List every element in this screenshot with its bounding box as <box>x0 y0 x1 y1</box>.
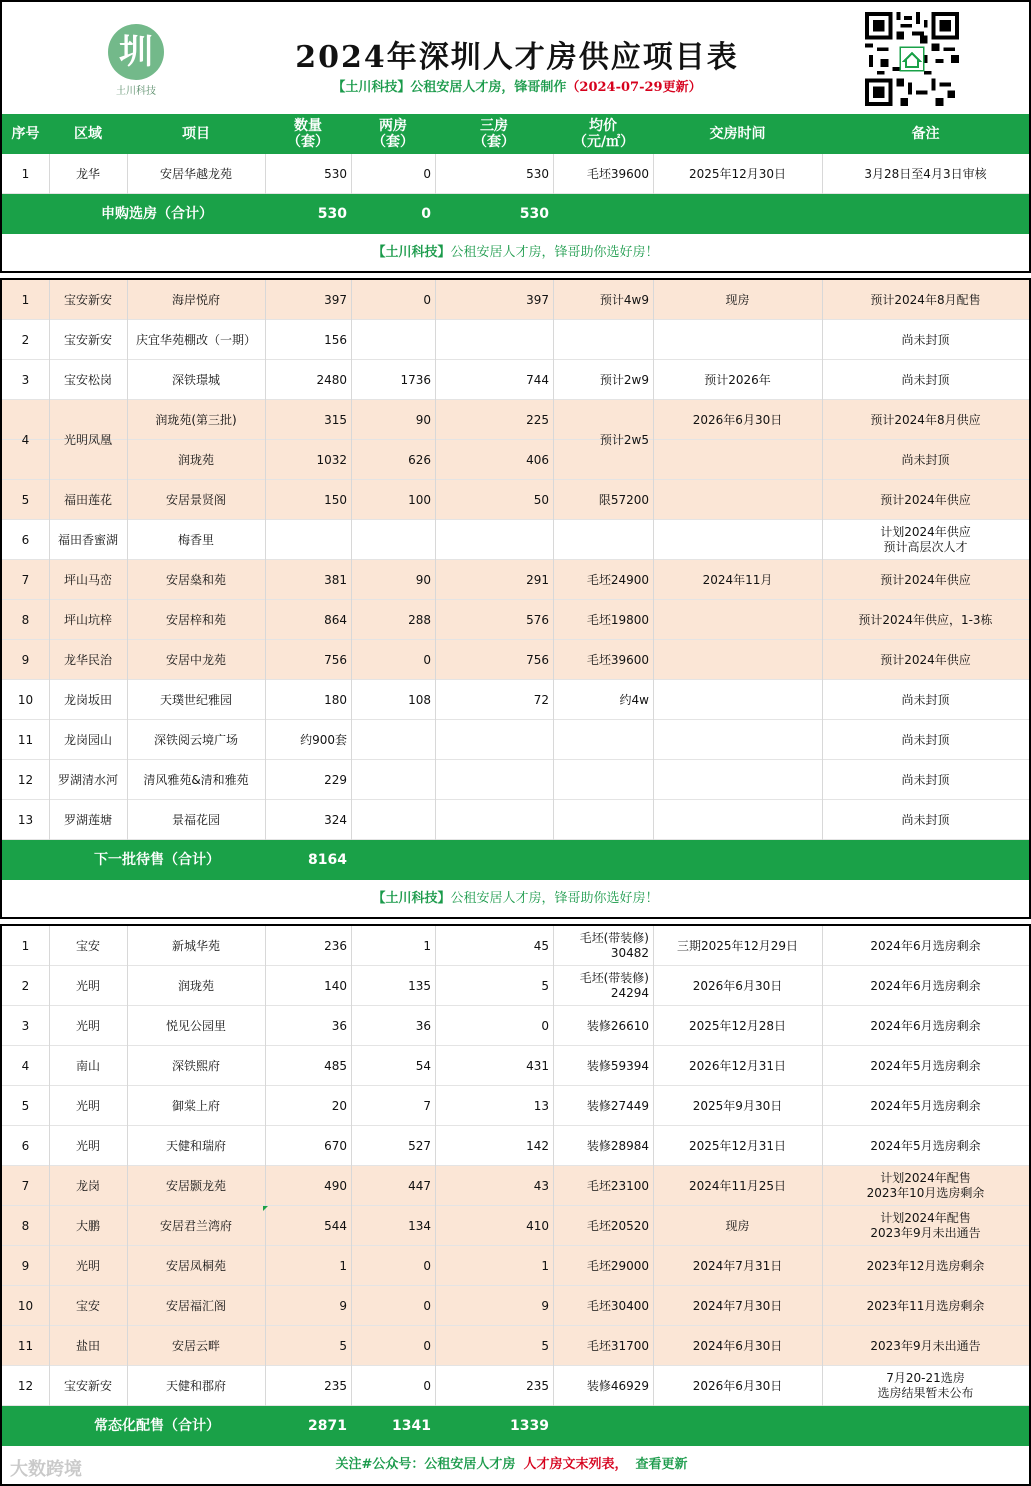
cell-qty: 324 <box>324 812 347 827</box>
column-header-row <box>0 114 1031 154</box>
cell-price: 装修46929 <box>586 1378 649 1393</box>
cell-three: 13 <box>533 1098 549 1113</box>
cell-three: 5 <box>541 978 549 993</box>
total-two: 0 <box>421 205 431 222</box>
cell-three: 530 <box>526 166 549 181</box>
cell-seq: 13 <box>17 812 34 827</box>
cell-two: 90 <box>415 572 431 587</box>
cell-seq: 10 <box>17 692 34 707</box>
cell-project: 安居君兰湾府 <box>159 1218 232 1233</box>
cell-three: 45 <box>533 938 549 953</box>
cell-price: 毛坯39600 <box>586 652 649 667</box>
sheet-header <box>0 0 1031 114</box>
cell-note <box>822 520 1029 560</box>
cell-two <box>351 800 435 840</box>
cell-note: 2023年9月未出通告 <box>870 1338 981 1353</box>
cell-two <box>351 760 435 800</box>
cell-seq: 7 <box>21 1178 30 1193</box>
cell-area: 宝安新安 <box>63 332 112 347</box>
cell-price: 毛坯29000 <box>586 1258 649 1273</box>
cell-note: 尚未封顶 <box>901 372 950 387</box>
page-subtitle <box>212 76 822 95</box>
qr-code-icon[interactable] <box>864 12 960 106</box>
cell-three: 431 <box>526 1058 549 1073</box>
cell-area: 福田莲花 <box>63 492 112 507</box>
cell-area: 罗湖莲塘 <box>63 812 112 827</box>
cell-seq: 11 <box>17 1338 34 1353</box>
cell-project: 庆宜华苑棚改（一期） <box>135 332 256 347</box>
cell-note-line1: 计划2024年供应 <box>880 525 971 539</box>
cell-delivery <box>653 760 822 800</box>
cell-qty: 140 <box>324 978 347 993</box>
cell-three: 9 <box>541 1298 549 1313</box>
cell-note: 尚未封顶 <box>901 692 950 707</box>
cell-area: 宝安新安 <box>63 1378 112 1393</box>
cell-price-line1: 毛坯(带装修) <box>579 971 649 985</box>
total-two: 1341 <box>392 1417 431 1434</box>
cell-area: 坪山坑梓 <box>63 612 112 627</box>
cell-price <box>553 520 653 560</box>
cell-project: 安居梓和苑 <box>165 612 226 627</box>
cell-project: 深铁璟城 <box>171 372 220 387</box>
cell-area: 光明 <box>75 1098 100 1113</box>
cell-project: 天健和郡府 <box>165 1378 226 1393</box>
cell-three: 406 <box>526 452 549 467</box>
cell-three <box>435 760 553 800</box>
logo-icon: 圳 <box>108 24 164 80</box>
cell-seq: 5 <box>21 1098 30 1113</box>
cell-seq: 12 <box>17 1378 34 1393</box>
cell-seq: 12 <box>17 772 34 787</box>
cell-note <box>822 1166 1029 1206</box>
cell-two: 100 <box>408 492 431 507</box>
footer-note: 人才房文末列表， <box>523 1457 628 1472</box>
cell-note: 预计2024年供应 <box>880 572 971 587</box>
cell-note: 尚未封顶 <box>901 812 950 827</box>
cell-delivery <box>653 480 822 520</box>
comment-marker <box>263 1206 268 1211</box>
total-qty: 8164 <box>308 851 347 868</box>
cell-price: 毛坯19800 <box>586 612 649 627</box>
cell-delivery: 2025年12月30日 <box>688 166 787 181</box>
cell-price: 装修26610 <box>586 1018 649 1033</box>
cell-delivery: 2024年6月30日 <box>692 1338 783 1353</box>
cell-delivery <box>653 440 822 480</box>
cell-qty: 236 <box>324 938 347 953</box>
cell-three: 225 <box>526 412 549 427</box>
logo-caption: 土川科技 <box>116 86 156 97</box>
cell-seq: 1 <box>21 938 30 953</box>
cell-delivery <box>653 520 822 560</box>
cell-area: 龙岗 <box>75 1178 100 1193</box>
cell-note: 2024年5月选房剩余 <box>870 1138 981 1153</box>
col-two: 两房（套） <box>372 118 414 150</box>
cell-two: 626 <box>408 452 431 467</box>
cell-area: 光明 <box>75 1138 100 1153</box>
cell-seq: 4 <box>21 432 30 447</box>
promo-banner <box>2 234 1029 272</box>
cell-qty: 381 <box>324 572 347 587</box>
cell-price: 毛坯39600 <box>586 166 649 181</box>
cell-project: 安居颢龙苑 <box>165 1178 226 1193</box>
cell-project: 润珑苑(第三批) <box>155 412 237 427</box>
cell-delivery: 现房 <box>725 1218 750 1233</box>
cell-note: 2024年6月选房剩余 <box>870 938 981 953</box>
total-row <box>2 1406 1029 1446</box>
cell-two: 108 <box>408 692 431 707</box>
cell-delivery <box>653 680 822 720</box>
cell-area: 宝安新安 <box>63 292 112 307</box>
cell-project: 安居中龙苑 <box>165 652 226 667</box>
cell-two: 0 <box>423 1298 431 1313</box>
cell-qty: 2480 <box>316 372 347 387</box>
footer-banner <box>2 1446 1029 1484</box>
cell-seq: 1 <box>21 292 30 307</box>
cell-qty: 36 <box>331 1018 347 1033</box>
cell-two: 0 <box>423 1258 431 1273</box>
cell-three: 43 <box>533 1178 549 1193</box>
cell-price: 预计2w9 <box>599 372 649 387</box>
cell-delivery: 2024年11月 <box>702 572 773 587</box>
subtitle-brand: 【土川科技】公租安居人才房，锋哥制作 <box>332 80 567 95</box>
cell-three: 50 <box>533 492 549 507</box>
cell-note: 预计2024年供应，1-3栋 <box>858 612 993 627</box>
cell-qty: 235 <box>324 1378 347 1393</box>
cell-qty: 1 <box>339 1258 347 1273</box>
cell-two: 134 <box>408 1218 431 1233</box>
cell-two: 0 <box>423 166 431 181</box>
cell-three: 0 <box>541 1018 549 1033</box>
cell-note: 预计2024年8月供应 <box>870 412 981 427</box>
cell-project: 安居景贤阁 <box>165 492 226 507</box>
cell-area: 罗湖清水河 <box>57 772 118 787</box>
cell-seq: 6 <box>21 1138 30 1153</box>
total-qty: 530 <box>317 205 347 222</box>
cell-delivery: 2026年6月30日 <box>692 978 783 993</box>
cell-project: 安居华越龙苑 <box>159 166 232 181</box>
cell-price: 装修27449 <box>586 1098 649 1113</box>
cell-area: 龙岗坂田 <box>63 692 112 707</box>
cell-note-line2: 选房结果暂未公布 <box>877 1386 974 1400</box>
subtitle-update: （2024-07-29更新） <box>566 80 702 95</box>
cell-note: 2024年6月选房剩余 <box>870 978 981 993</box>
cell-seq: 2 <box>21 332 30 347</box>
cell-area: 光明 <box>75 1018 100 1033</box>
cell-note-line1: 计划2024年配售 <box>880 1171 971 1185</box>
cell-project: 润珑苑 <box>177 452 214 467</box>
cell-note-line2: 2023年10月选房剩余 <box>866 1186 985 1200</box>
cell-area: 光明 <box>75 1258 100 1273</box>
cell-three <box>435 520 553 560</box>
cell-seq: 9 <box>21 1258 30 1273</box>
cell-three: 5 <box>541 1338 549 1353</box>
cell-two: 1736 <box>400 372 431 387</box>
cell-two: 36 <box>415 1018 431 1033</box>
cell-seq: 3 <box>21 1018 30 1033</box>
cell-area: 盐田 <box>75 1338 100 1353</box>
cell-delivery <box>653 800 822 840</box>
cell-delivery <box>653 320 822 360</box>
section-regular-sale <box>0 924 1031 1486</box>
cell-delivery: 2025年12月31日 <box>688 1138 787 1153</box>
total-qty: 2871 <box>308 1417 347 1434</box>
col-qty: 数量（套） <box>287 118 329 150</box>
cell-three: 235 <box>526 1378 549 1393</box>
cell-qty: 530 <box>324 166 347 181</box>
cell-project: 悦见公园里 <box>165 1018 226 1033</box>
cell-delivery: 2025年9月30日 <box>692 1098 783 1113</box>
total-label: 申购选房（合计） <box>101 205 213 222</box>
cell-three <box>435 720 553 760</box>
cell-qty: 544 <box>324 1218 347 1233</box>
cell-area: 宝安 <box>75 938 100 953</box>
cell-seq: 11 <box>17 732 34 747</box>
cell-delivery <box>653 720 822 760</box>
cell-note: 3月28日至4月3日审核 <box>864 166 987 181</box>
cell-area: 光明凤凰 <box>63 432 112 447</box>
cell-seq: 1 <box>21 166 30 181</box>
cell-qty: 180 <box>324 692 347 707</box>
cell-note: 预计2024年供应 <box>880 652 971 667</box>
cell-price: 毛坯23100 <box>586 1178 649 1193</box>
cell-seq: 4 <box>21 1058 30 1073</box>
cell-delivery: 2026年6月30日 <box>692 412 783 427</box>
cell-price: 限57200 <box>598 492 649 507</box>
footer-follow: 关注#公众号：公租安居人才房 <box>335 1457 516 1472</box>
total-row <box>2 840 1029 880</box>
cell-note: 尚未封顶 <box>901 452 950 467</box>
cell-seq: 5 <box>21 492 30 507</box>
cell-delivery: 2024年7月31日 <box>692 1258 783 1273</box>
cell-note: 预计2024年8月配售 <box>870 292 981 307</box>
col-delivery: 交房时间 <box>709 126 766 142</box>
cell-three: 142 <box>526 1138 549 1153</box>
cell-delivery <box>653 600 822 640</box>
cell-two: 1 <box>423 938 431 953</box>
cell-area: 龙岗园山 <box>63 732 112 747</box>
cell-area: 大鹏 <box>75 1218 100 1233</box>
cell-qty: 670 <box>324 1138 347 1153</box>
cell-price <box>553 926 653 966</box>
cell-qty: 9 <box>339 1298 347 1313</box>
cell-price <box>553 800 653 840</box>
cell-two: 135 <box>408 978 431 993</box>
cell-three: 756 <box>526 652 549 667</box>
cell-qty: 5 <box>339 1338 347 1353</box>
cell-project: 天璞世纪雅园 <box>159 692 232 707</box>
cell-price: 装修59394 <box>586 1058 649 1073</box>
cell-qty: 864 <box>324 612 347 627</box>
cell-three: 397 <box>526 292 549 307</box>
cell-seq: 8 <box>21 612 30 627</box>
cell-note: 尚未封顶 <box>901 772 950 787</box>
cell-price: 约4w <box>619 692 649 707</box>
cell-seq: 10 <box>17 1298 34 1313</box>
cell-note: 尚未封顶 <box>901 732 950 747</box>
cell-qty: 20 <box>331 1098 347 1113</box>
cell-seq: 3 <box>21 372 30 387</box>
cell-note-line1: 7月20-21选房 <box>886 1371 965 1385</box>
cell-area: 宝安 <box>75 1298 100 1313</box>
cell-two: 288 <box>408 612 431 627</box>
total-row <box>2 194 1029 234</box>
cell-delivery: 现房 <box>725 292 750 307</box>
cell-delivery: 2024年11月25日 <box>688 1178 787 1193</box>
cell-delivery <box>653 640 822 680</box>
cell-seq: 6 <box>21 532 30 547</box>
cell-delivery: 2026年12月31日 <box>688 1058 787 1073</box>
cell-area: 南山 <box>75 1058 100 1073</box>
cell-note-line2: 2023年9月未出通告 <box>870 1226 981 1240</box>
total-three: 530 <box>519 205 549 222</box>
cell-qty: 156 <box>324 332 347 347</box>
total-three: 1339 <box>510 1417 549 1434</box>
col-seq: 序号 <box>11 126 40 142</box>
cell-project: 深铁熙府 <box>171 1058 220 1073</box>
cell-two <box>351 320 435 360</box>
cell-two: 0 <box>423 1338 431 1353</box>
cell-price <box>553 760 653 800</box>
cell-two: 0 <box>423 1378 431 1393</box>
total-label: 下一批待售（合计） <box>94 851 220 868</box>
total-label: 常态化配售（合计） <box>94 1417 220 1434</box>
cell-delivery: 预计2026年 <box>704 372 771 387</box>
cell-project: 深铁阅云境广场 <box>153 732 238 747</box>
cell-price: 毛坯20520 <box>586 1218 649 1233</box>
banner-text: 公租安居人才房，锋哥助你选好房！ <box>450 891 659 906</box>
cell-seq: 8 <box>21 1218 30 1233</box>
cell-price <box>553 966 653 1006</box>
cell-qty: 397 <box>324 292 347 307</box>
cell-two: 0 <box>423 292 431 307</box>
cell-price: 毛坯30400 <box>586 1298 649 1313</box>
cell-price-line2: 24294 <box>610 986 649 1000</box>
cell-note: 2024年5月选房剩余 <box>870 1098 981 1113</box>
cell-note: 2024年6月选房剩余 <box>870 1018 981 1033</box>
cell-area: 福田香蜜湖 <box>57 532 118 547</box>
cell-two <box>351 720 435 760</box>
col-project: 项目 <box>182 126 210 142</box>
cell-project: 安居凤桐苑 <box>165 1258 226 1273</box>
cell-project: 海岸悦府 <box>171 292 220 307</box>
cell-note: 尚未封顶 <box>901 332 950 347</box>
col-area: 区域 <box>74 126 102 142</box>
section-subscription <box>0 154 1031 273</box>
cell-three: 291 <box>526 572 549 587</box>
cell-area: 宝安松岗 <box>63 372 112 387</box>
cell-seq: 2 <box>21 978 30 993</box>
cell-note: 预计2024年供应 <box>880 492 971 507</box>
cell-three: 744 <box>526 372 549 387</box>
watermark: 大数跨境 <box>10 1459 82 1480</box>
cell-note: 2024年5月选房剩余 <box>870 1058 981 1073</box>
cell-delivery: 2025年12月28日 <box>688 1018 787 1033</box>
cell-project: 新城华苑 <box>171 938 220 953</box>
cell-price-line2: 30482 <box>610 946 649 960</box>
cell-qty: 150 <box>324 492 347 507</box>
cell-area: 龙华民治 <box>63 652 112 667</box>
page-title: 2024年深圳人才房供应项目表 <box>295 40 739 75</box>
cell-qty: 229 <box>324 772 347 787</box>
footer-check: 查看更新 <box>635 1457 688 1472</box>
cell-area: 光明 <box>75 978 100 993</box>
cell-three: 576 <box>526 612 549 627</box>
cell-qty: 1032 <box>316 452 347 467</box>
cell-seq: 7 <box>21 572 30 587</box>
cell-three: 410 <box>526 1218 549 1233</box>
cell-note <box>822 1366 1029 1406</box>
cell-qty: 756 <box>324 652 347 667</box>
cell-price: 毛坯24900 <box>586 572 649 587</box>
promo-banner <box>2 880 1029 918</box>
cell-qty <box>265 520 351 560</box>
col-three: 三房（套） <box>473 118 515 150</box>
cell-delivery: 三期2025年12月29日 <box>676 938 799 953</box>
cell-two: 0 <box>423 652 431 667</box>
cell-note <box>822 1206 1029 1246</box>
col-price: 均价（元/㎡） <box>573 118 635 150</box>
cell-price: 预计2w5 <box>599 432 649 447</box>
cell-note: 2023年11月选房剩余 <box>866 1298 985 1313</box>
cell-delivery: 2024年7月30日 <box>692 1298 783 1313</box>
cell-note-line2: 预计高层次人才 <box>883 540 968 554</box>
cell-price: 预计4w9 <box>599 292 649 307</box>
cell-two: 7 <box>423 1098 431 1113</box>
cell-two: 54 <box>415 1058 431 1073</box>
cell-area: 龙华 <box>75 166 100 181</box>
cell-project: 景福花园 <box>171 812 220 827</box>
cell-note-line1: 计划2024年配售 <box>880 1211 971 1225</box>
cell-three <box>435 320 553 360</box>
cell-price <box>553 320 653 360</box>
banner-brand: 【土川科技】 <box>372 245 451 260</box>
section-upcoming <box>0 278 1031 919</box>
cell-price <box>553 720 653 760</box>
cell-qty: 约900套 <box>300 732 347 747</box>
banner-brand: 【土川科技】 <box>372 891 451 906</box>
banner-text: 公租安居人才房，锋哥助你选好房！ <box>450 245 659 260</box>
cell-two: 90 <box>415 412 431 427</box>
cell-price: 毛坯31700 <box>586 1338 649 1353</box>
cell-three: 72 <box>533 692 549 707</box>
cell-project: 润珑苑 <box>177 978 214 993</box>
cell-project: 安居云畔 <box>171 1338 220 1353</box>
cell-price: 装修28984 <box>586 1138 649 1153</box>
cell-qty: 485 <box>324 1058 347 1073</box>
cell-project: 清风雅苑&清和雅苑 <box>143 772 249 787</box>
cell-two: 527 <box>408 1138 431 1153</box>
cell-project: 安居福汇阁 <box>165 1298 226 1313</box>
cell-project: 梅香里 <box>177 532 214 547</box>
cell-qty: 315 <box>324 412 347 427</box>
cell-two: 447 <box>408 1178 431 1193</box>
cell-note: 2023年12月选房剩余 <box>866 1258 985 1273</box>
cell-qty: 490 <box>324 1178 347 1193</box>
cell-three: 1 <box>541 1258 549 1273</box>
cell-delivery: 2026年6月30日 <box>692 1378 783 1393</box>
cell-seq: 9 <box>21 652 30 667</box>
cell-project: 天健和瑞府 <box>165 1138 226 1153</box>
cell-price-line1: 毛坯(带装修) <box>579 931 649 945</box>
cell-area: 坪山马峦 <box>63 572 112 587</box>
cell-project: 御棠上府 <box>171 1098 220 1113</box>
cell-project: 安居燊和苑 <box>165 572 226 587</box>
cell-three <box>435 800 553 840</box>
cell-two <box>351 520 435 560</box>
col-note: 备注 <box>911 126 940 142</box>
